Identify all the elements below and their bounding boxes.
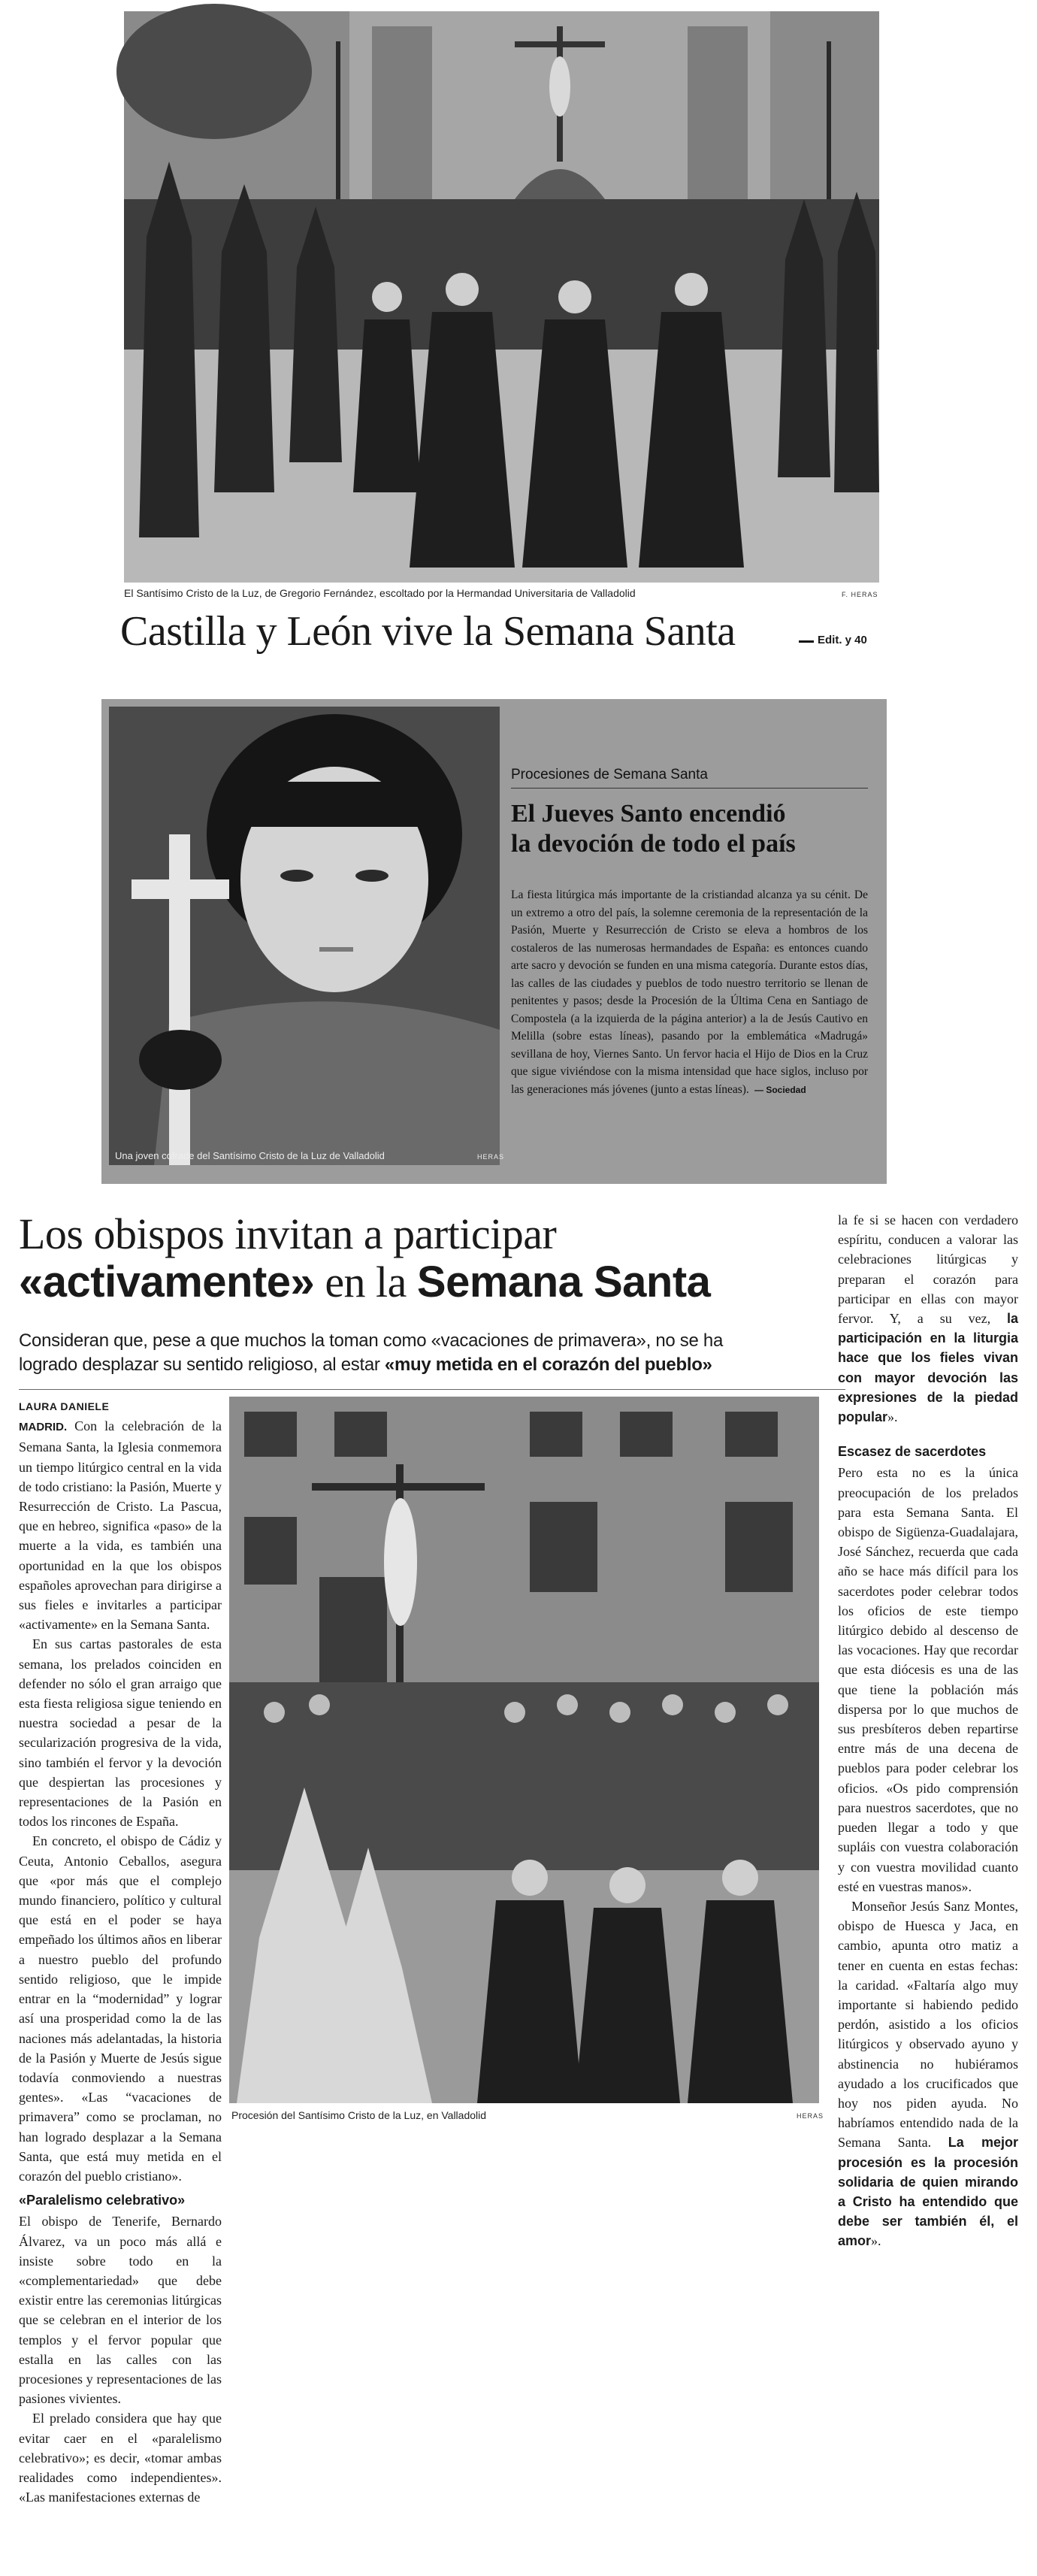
- feature-box: [101, 699, 887, 1184]
- headline-bold: Semana Santa: [416, 1258, 711, 1306]
- col1-p4: El obispo de Tenerife, Bernardo Álvarez, va un poco más allá e insiste sobre todo en la «complementariedad» que debe existir entre las ceremonias litúrgicas que se celebran en el interior de los templos y el fervor popular que estalla en las calles con las procesiones y representaciones de las pasiones vivientes.: [19, 2214, 222, 2407]
- main-photo: [229, 1397, 819, 2103]
- deck-line2-a: logrado desplazar su sentido religioso, al estar: [19, 1355, 385, 1375]
- deck-line1: Consideran que, pese a que muchos la toman como «vacaciones de primavera», no se ha: [19, 1330, 724, 1351]
- col3-p3-c: ».: [871, 2233, 881, 2249]
- article-column-1: [19, 1397, 222, 2569]
- feature-rule: [511, 788, 868, 789]
- deck-rule: [19, 1389, 845, 1390]
- article-deck: [19, 1329, 860, 1377]
- feature-title-line1: El Jueves Santo encendió: [511, 800, 786, 828]
- feature-section-ref-label: Sociedad: [766, 1084, 806, 1095]
- feature-body: [511, 886, 868, 1099]
- headline-ref-arrow: [799, 640, 814, 643]
- col3-p1: [838, 1210, 1018, 1427]
- headline-quote: «activamente»: [19, 1258, 315, 1306]
- col1-p5: El prelado considera que hay que evitar caer en el «paralelismo celebrativo»; es decir, «tomar ambas realidades como independientes». «Las manifestaciones externas de: [19, 2411, 222, 2505]
- feature-title-line2: la devoción de todo el país: [511, 830, 796, 858]
- feature-section-ref: — Sociedad: [751, 1084, 806, 1095]
- col1-p2: En sus cartas pastorales de esta semana, los prelados coinciden en defender no sólo el gran arraigo que esta fiesta religiosa sigue teniendo en nuestra sociedad a pesar de la secularización progresiva de la vida, sino también el fervor y la devoción que despiertan las procesiones y representaciones de la Pasión en todos los rincones de España.: [19, 1636, 222, 1830]
- deck-line2: [19, 1353, 860, 1377]
- headline-edit-ref: Edit. y 40: [818, 634, 867, 646]
- deck-line2-b: «muy metida en el corazón del pueblo»: [384, 1355, 712, 1375]
- top-photo-credit: F. HERAS: [842, 591, 878, 598]
- col1-subhead: «Paralelismo celebrativo»: [19, 2193, 186, 2208]
- main-photo-credit: HERAS: [797, 2112, 824, 2120]
- article-column-3: [838, 1210, 1018, 2249]
- col3-p1-b: la participación en la liturgia hace que los fieles vivan con mayor devoción las expresiones de la piedad popular: [838, 1311, 1018, 1425]
- col3-p1-a: la fe si se hacen con verdadero espíritu, conducen a valorar las celebraciones litúrgicas y preparan el corazón para participar en ellas con mayor fervor. Y, a su vez,: [838, 1212, 1018, 1327]
- young-cofrade-illustration: [109, 707, 500, 1165]
- cristo-de-la-luz-illustration: [229, 1397, 819, 2103]
- main-photo-caption: Procesión del Santísimo Cristo de la Luz, en Valladolid: [231, 2109, 487, 2121]
- col3-p3-a: Monseñor Jesús Sanz Montes, obispo de Huesca y Jaca, en cambio, apunta otro matiz a tener en cuenta en estas fechas: la caridad. «Faltaría algo muy importante si habiendo pedido perdón, asistido a los oficios litúrgicos y observado ayuno y abstinencia no hubiéramos ayudado a los crucificados que hoy nos piden ayuda. No habríamos entendido nada de la Semana Santa.: [838, 1898, 1018, 2151]
- col3-p3-b: La mejor procesión es la procesión solidaria de quien mirando a Cristo ha entendido que debe ser también él, el amor: [838, 2135, 1018, 2249]
- feature-photo-caption: Una joven cofrade del Santísimo Cristo de la Luz de Valladolid: [115, 1150, 385, 1161]
- top-photo-caption: El Santísimo Cristo de la Luz, de Gregorio Fernández, escoltado por la Hermandad Universitaria de Valladolid: [124, 587, 636, 599]
- article-dateline: MADRID.: [19, 1421, 68, 1434]
- feature-photo: [109, 707, 505, 1165]
- article-headline-line2: [19, 1258, 845, 1306]
- article-headline: [19, 1210, 845, 1306]
- article-byline: LAURA DANIELE: [19, 1400, 110, 1412]
- feature-body-text: La fiesta litúrgica más importante de la cristiandad alcanza ya su cénit. De un extremo a otro del país, la solemne ceremonia de la representación de la Pasión, Muerte y Resurrección de Cristo se eleva a hombros de los costaleros de las numerosas hermandades de España: es entonces cuando arte sacro y devoción se funden en una misma categoría. Durante estos días, las calles de las ciudades y pueblos de todo nuestro territorio se llenan de penitentes y pasos; desde la Procesión de la Última Cena en Santiago de Compostela (a la izquierda de la página anterior) a la de Jesús Cautivo en Melilla (sobre estas líneas), pasando por la emblemática «Madrugá» sevillana de hoy, Viernes Santo. Un fervor hacia el Hijo de Dios en la Cruz que sigue viviéndose con la misma intensidad que hace siglos, incluso por las generaciones más jóvenes (junto a estas líneas).: [511, 888, 868, 1096]
- castilla-headline: Castilla y León vive la Semana Santa: [120, 608, 736, 655]
- procession-illustration: [124, 11, 879, 583]
- feature-photo-credit: HERAS: [477, 1153, 505, 1161]
- col3-p3: [838, 1896, 1018, 2251]
- feature-title: [511, 799, 868, 859]
- col1-p3: En concreto, el obispo de Cádiz y Ceuta, Antonio Ceballos, asegura que «por más que el complejo mundo financiero, político y cultural que está en el poder se haya empeñado los últimos años en liberar a nuestro pueblo del profundo sentido religioso, que le impide entrar en la “modernidad” y lograr así una prosperidad como la de las naciones más adelantadas, la historia de la Pasión y Muerte de Jesús sigue todavía conmoviendo a nuestras gentes». «Las “vacaciones de primavera” como se proclaman, no han logrado desplazar a la Semana Santa, que está muy metida en el corazón del pueblo cristiano».: [19, 1833, 222, 2184]
- col1-p1: Con la celebración de la Semana Santa, la Iglesia conmemora un tiempo litúrgico central en la vida de todo cristiano: la Pasión, Muerte y Resurrección de Cristo. La Pascua, que en hebreo, significa «paso» de la muerte a la vida, es también una oportunidad en la que los obispos españoles aprovechan para dirigirse a sus fieles e invitarles a participar «activamente» en la Semana Santa.: [19, 1418, 222, 1633]
- top-photo: [124, 11, 879, 583]
- col3-subhead: Escasez de sacerdotes: [838, 1444, 987, 1460]
- feature-kicker: Procesiones de Semana Santa: [511, 767, 708, 782]
- col3-p1-c: ».: [887, 1409, 898, 1425]
- headline-mid: en la: [314, 1258, 417, 1306]
- feature-text: [511, 767, 868, 1099]
- col3-p2: Pero esta no es la única preocupación de los prelados para esta Semana Santa. El obispo de Sigüenza-Guadalajara, José Sánchez, recuerda que cada año se hace más difícil para los sacerdotes poder celebrar todos los oficios de este tiempo litúrgico debido al descenso de las vocaciones. Hay que recordar que esta diócesis es una de las que tiene la población más dispersa por lo que muchos de sus presbíteros deben repartirse entre más de una decena de pueblos para poder celebrar los oficios. «Os pido comprensión para nuestros sacerdotes, que no pueden llegar a todo y que supláis con vuestra colaboración y con vuestra movilidad cuanto esté en vuestras manos».: [838, 1465, 1018, 1894]
- article-headline-line1: Los obispos invitan a participar: [19, 1209, 557, 1258]
